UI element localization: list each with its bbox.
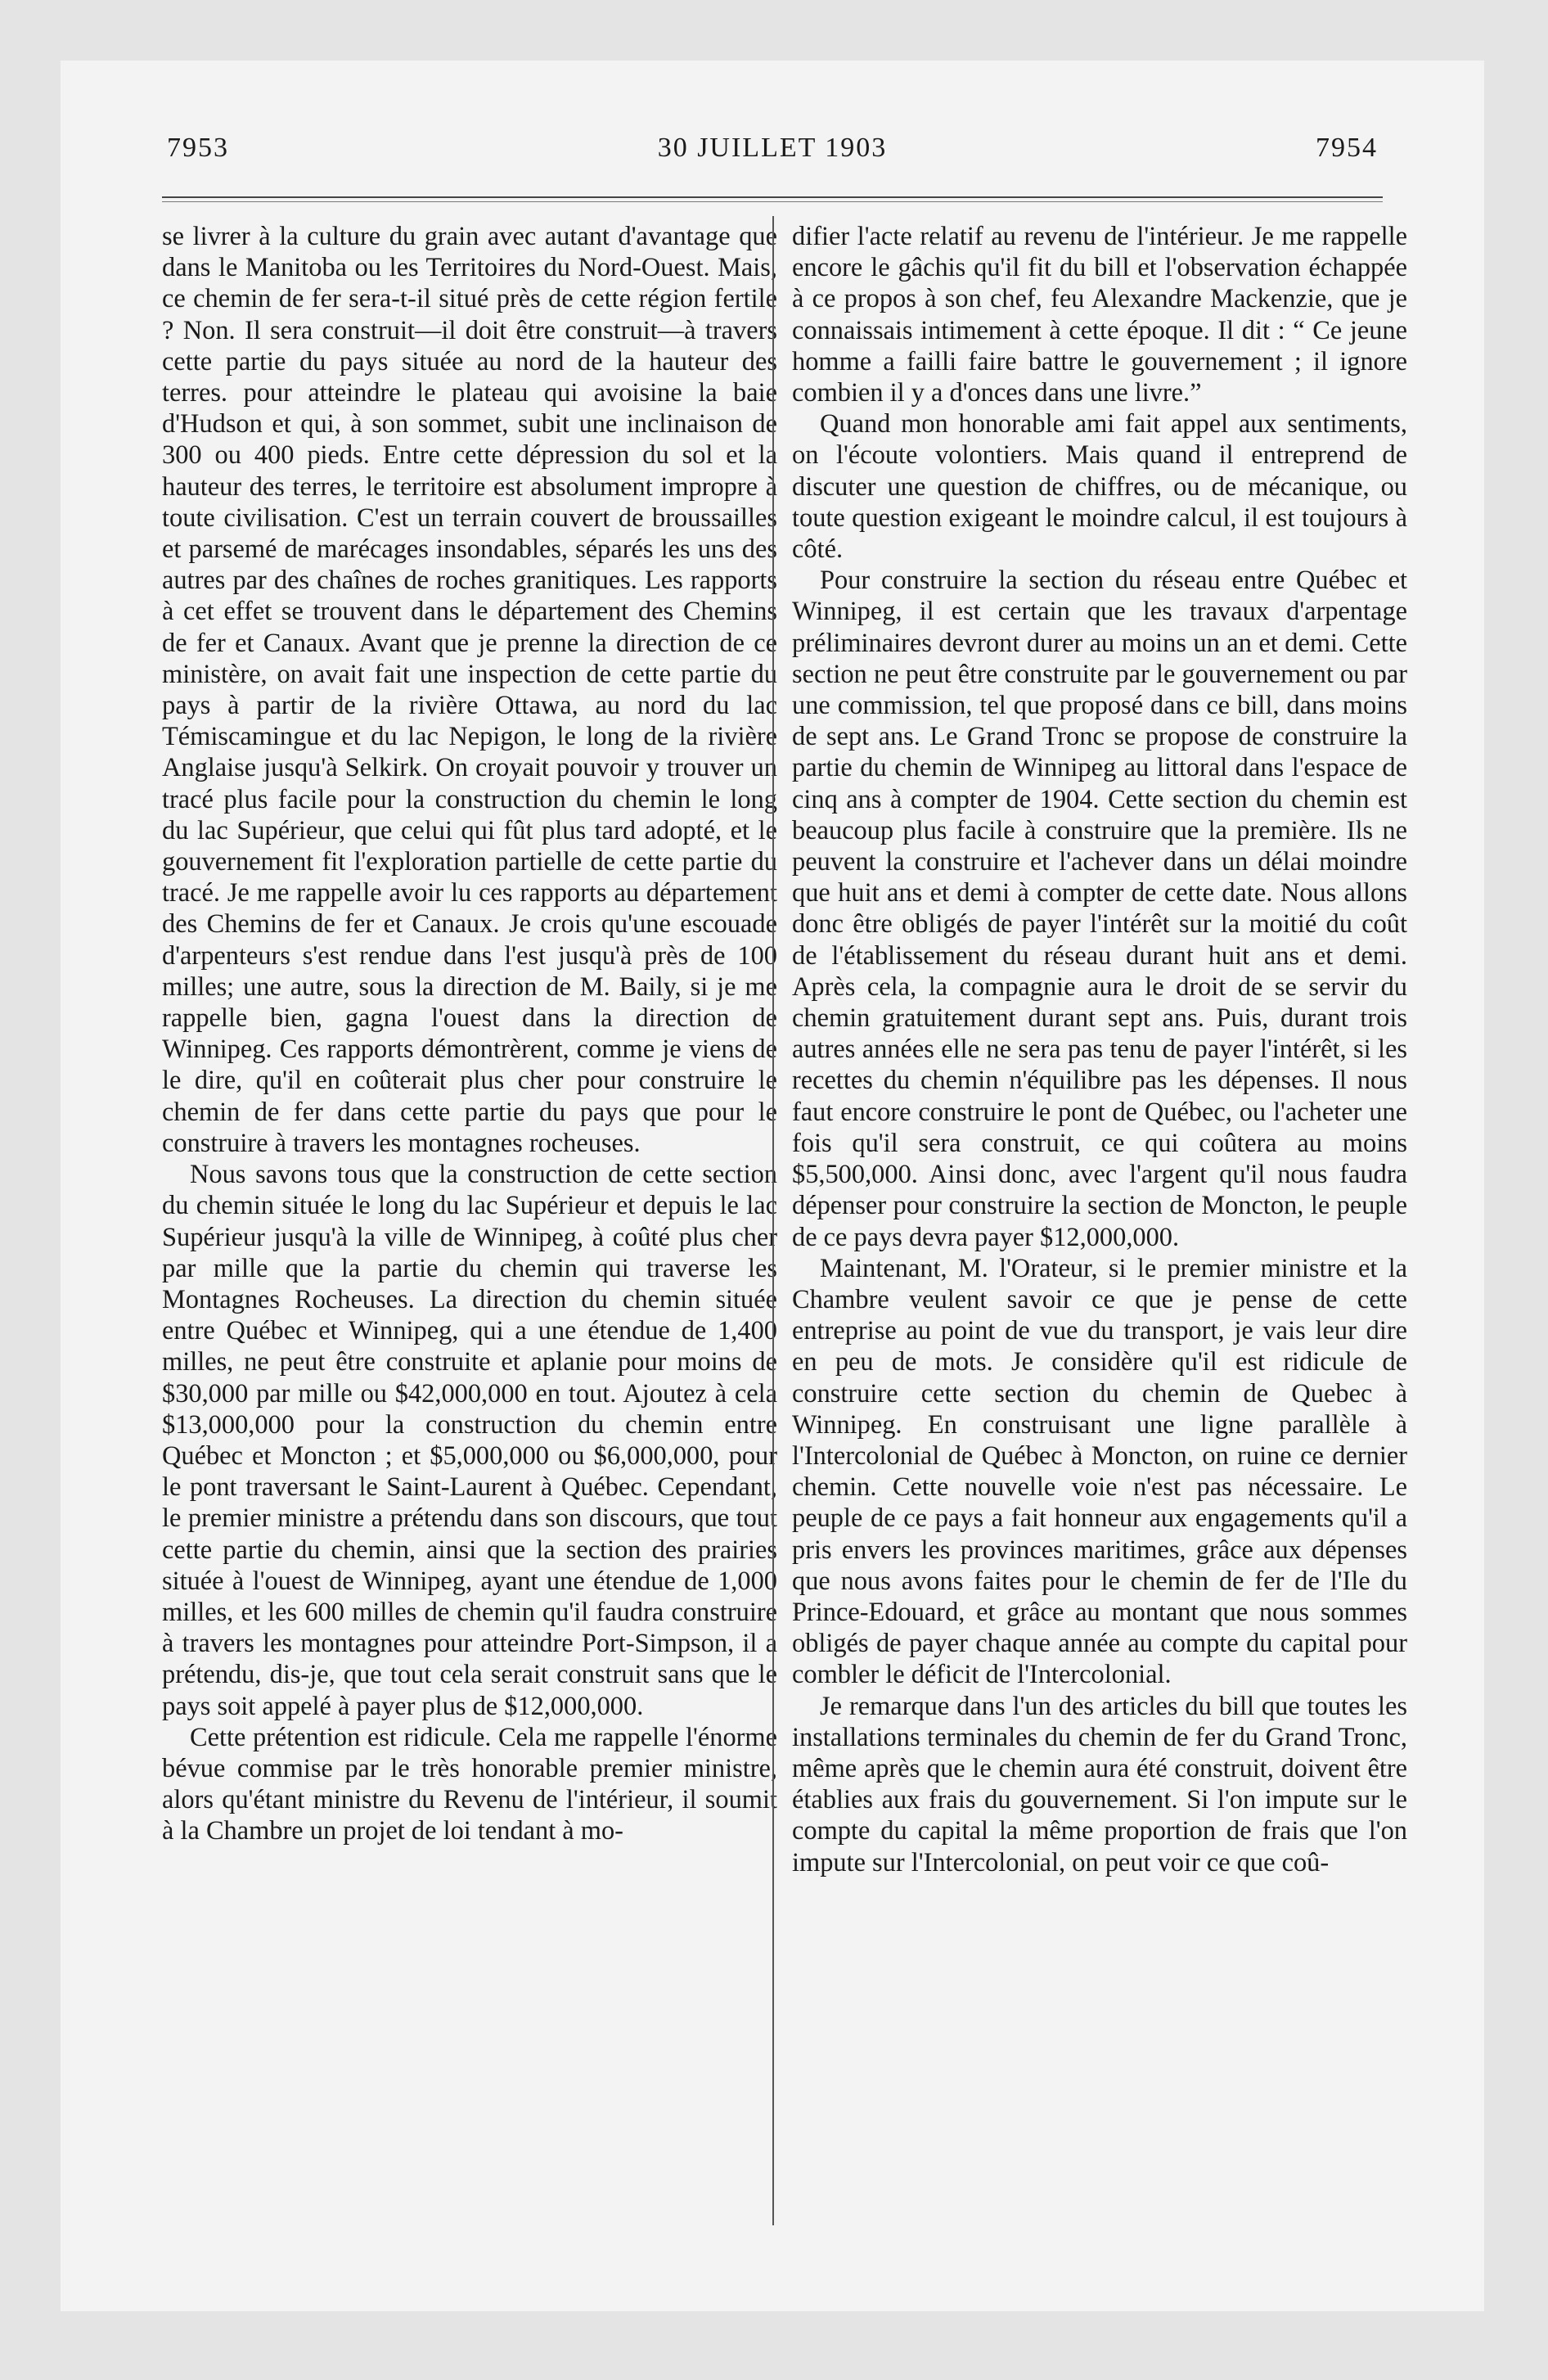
paragraph: difier l'acte relatif au revenu de l'intérieur. Je me rappelle encore le gâchis qu'il fit du bill et l'observation échappée à ce propos à son chef, feu Alexandre Mackenzie, que je connaissais intimement à cette époque. Il dit : “ Ce jeune homme a failli faire battre le gouvernement ; il ignore combien il y a d'onces dans une livre.” (792, 222, 1407, 408)
page-header (167, 133, 1378, 182)
left-column (162, 221, 777, 1847)
paragraph: Nous savons tous que la construction de cette section du chemin située le long du lac Supérieur et depuis le lac Supérieur jusqu'à la ville de Winnipeg, à coûté plus cher par mille que la partie du chemin qui traverse les Montagnes Rocheuses. La direction du chemin située entre Québec et Winnipeg, qui a une étendue de 1,400 milles, ne peut être construite et aplanie pour moins de $30,000 par mille ou $42,000,000 en tout. Ajoutez à cela $13,000,000 pour la construction du chemin entre Québec et Moncton ; et $5,000,000 ou $6,000,000, pour le pont traversant le Saint-Laurent à Québec. Cependant, le premier ministre a prétendu dans son discours, que tout cette partie du chemin, ainsi que la section des prairies située à l'ouest de Winnipeg, ayant une étendue de 1,000 milles, et les 600 milles de chemin qu'il faudra construire à travers les montagnes pour atteindre Port-Simpson, il a prétendu, dis-je, que tout cela serait construit sans que le pays soit appelé à payer plus de $12,000,000. (162, 1160, 777, 1721)
right-column (792, 221, 1407, 1878)
page-number-right: 7954 (1316, 133, 1378, 163)
paragraph: Pour construire la section du réseau entre Québec et Winnipeg, il est certain que les travaux d'arpentage préliminaires devront durer au moins un an et demi. Cette section ne peut être construite par le gouvernement ou par une commission, tel que proposé dans ce bill, dans moins de sept ans. Le Grand Tronc se propose de construire la partie du chemin de Winnipeg au littoral dans l'espace de cinq ans à compter de 1904. Cette section du chemin est beaucoup plus facile à construire que la première. Ils ne peuvent la construire et l'achever dans un délai moindre que huit ans et demi à compter de cette date. Nous allons donc être obligés de payer l'intérêt sur la moitié du coût de l'établissement du réseau durant huit ans et demi. Après cela, la compagnie aura le droit de se servir du chemin gratuitement durant sept ans. Puis, durant trois autres années elle ne sera pas tenu de payer l'intérêt, si les recettes du chemin n'équilibre pas les dépenses. Il nous faut encore construire le pont de Québec, ou l'acheter une fois qu'il sera construit, ce qui coûtera au moins $5,500,000. Ainsi donc, avec l'argent qu'il nous faudra dépenser pour construire la section de Moncton, le peuple de ce pays devra payer $12,000,000. (792, 566, 1407, 1252)
paragraph: se livrer à la culture du grain avec autant d'avantage que dans le Manitoba ou les Territoires du Nord-Ouest. Mais, ce chemin de fer sera-t-il situé près de cette région fertile ? Non. Il sera construit—il doit être construit—à travers cette partie du pays située au nord de la hauteur des terres. pour atteindre le plateau qui avoisine la baie d'Hudson et qui, à son sommet, subit une inclinaison de 300 ou 400 pieds. Entre cette dépression du sol et la hauteur des terres, le territoire est absolument impropre à toute civilisation. C'est un terrain couvert de broussailles et parsemé de marécages insondables, séparés les uns des autres par des chaînes de roches granitiques. Les rapports à cet effet se trouvent dans le département des Chemins de fer et Canaux. Avant que je prenne la direction de ce ministère, on avait fait une inspection de cette partie du pays à partir de la rivière Ottawa, au nord du lac Témiscamingue et du lac Nepigon, le long de la rivière Anglaise jusqu'à Selkirk. On croyait pouvoir y trouver un tracé plus facile pour la construction du chemin le long du lac Supérieur, que celui qui fût plus tard adopté, et le gouvernement fit l'exploration partielle de cette partie du tracé. Je me rappelle avoir lu ces rapports au département des Chemins de fer et Canaux. Je crois qu'une escouade d'arpenteurs s'est rendue dans l'est jusqu'à près de 100 milles; une autre, sous la direction de M. Baily, si je me rappelle bien, gagna l'ouest dans la direction de Winnipeg. Ces rapports démontrèrent, comme je viens de le dire, qu'il en coûterait plus cher pour construire le chemin de fer dans cette partie du pays que pour le construire à travers les montagnes rocheuses. (162, 222, 777, 1158)
paragraph: Maintenant, M. l'Orateur, si le premier ministre et la Chambre veulent savoir ce que je pense de cette entreprise au point de vue du transport, je vais leur dire en peu de mots. Je considère qu'il est ridicule de construire cette section du chemin de Quebec à Winnipeg. En construisant une ligne parallèle à l'Intercolonial de Québec à Moncton, on ruine ce dernier chemin. Cette nouvelle voie n'est pas nécessaire. Le peuple de ce pays a fait honneur aux engagements qu'il a pris envers les provinces maritimes, grâce aux dépenses que nous avons faites pour le chemin de fer de l'Ile du Prince-Edouard, et grâce au montant que nous sommes obligés de payer chaque année au compte du capital pour combler le déficit de l'Intercolonial. (792, 1253, 1407, 1690)
paragraph: Quand mon honorable ami fait appel aux sentiments, on l'écoute volontiers. Mais quand il entreprend de discuter une question de chiffres, ou de mécanique, ou toute question exigeant le moindre calcul, il est toujours à côté. (792, 409, 1407, 565)
page-number-left: 7953 (167, 133, 229, 163)
document-page (61, 61, 1484, 2311)
header-rule (162, 196, 1383, 198)
header-date: 30 JUILLET 1903 (657, 133, 888, 163)
paragraph: Cette prétention est ridicule. Cela me rappelle l'énorme bévue commise par le très honorable premier ministre, alors qu'étant ministre du Revenu de l'intérieur, il soumit à la Chambre un projet de loi tendant à mo- (162, 1722, 777, 1846)
paragraph: Je remarque dans l'un des articles du bill que toutes les installations terminales du chemin de fer du Grand Tronc, même après que le chemin aura été construit, doivent être établies aux frais du gouvernement. Si l'on impute sur le compte du capital la même proportion de frais que l'on impute sur l'Intercolonial, on peut voir ce que coû- (792, 1691, 1407, 1877)
column-divider (772, 216, 774, 2225)
header-rule-thin (162, 201, 1383, 202)
